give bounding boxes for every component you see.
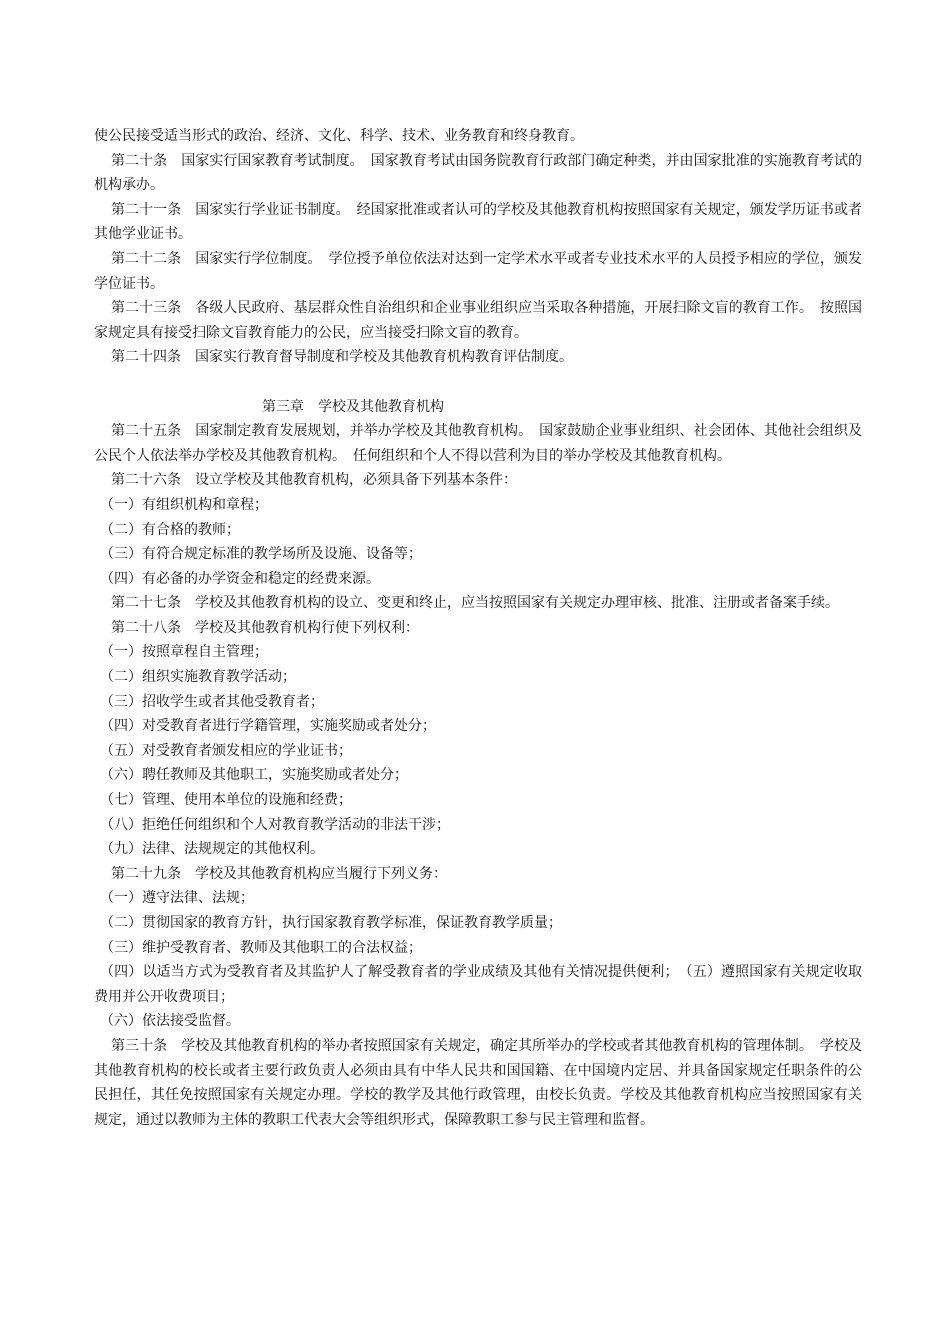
list-item: （四）对受教育者进行学籍管理，实施奖励或者处分； <box>100 718 436 735</box>
list-item: （二）有合格的教师； <box>100 521 240 538</box>
article-21: 第二十一条 国家实行学业证书制度。 经国家批准或者认可的学校及其他教育机构按照国家有关规定，颁发学历证书或者其他学业证书。 <box>94 201 862 243</box>
article-25: 第二十五条 国家制定教育发展规划，并举办学校及其他教育机构。 国家鼓励企业事业组织、社会团体、其他社会组织及公民个人依法举办学校及其他教育机构。 任何组织和个人不得以营利为目的举办学校及其他教育机构。 <box>94 423 862 464</box>
paragraph: 使公民接受适当形式的政治、经济、文化、科学、技术、业务教育和终身教育。 <box>94 128 584 144</box>
list-item: （九）法律、法规规定的其他权利。 <box>100 841 324 858</box>
list-item: （三）招收学生或者其他受教育者； <box>100 693 324 710</box>
paragraphs-before <box>94 124 862 370</box>
list-item: （八）拒绝任何组织和个人对教育教学活动的非法干涉； <box>100 816 450 833</box>
article-24: 第二十四条 国家实行教育督导制度和学校及其他教育机构教育评估制度。 <box>111 349 573 366</box>
article-29: 第二十九条 学校及其他教育机构应当履行下列义务： <box>111 865 447 882</box>
list-item: （一）有组织机构和章程； <box>100 496 268 513</box>
list-item: （三）维护受教育者、教师及其他职工的合法权益； <box>100 939 422 956</box>
article-30: 第三十条 学校及其他教育机构的举办者按照国家有关规定，确定其所举办的学校或者其他教育机构的管理体制。 学校及其他教育机构的校长或者主要行政负责人必须由具有中华人民共和国国籍、在中国境内定居、并具备国家规定任职条件的公民担任，其任免按照国家有关规定办理。学校的教学及其他行政管理，由校长负责。学校及其他教育机构应当按照国家有关规定，通过以教师为主体的教职工代表大会等组织形式，保障教职工参与民主管理和监督。 <box>94 1037 862 1128</box>
list-item: （二）贯彻国家的教育方针，执行国家教育教学标准，保证教育教学质量； <box>100 915 562 931</box>
list-item: （四）以适当方式为受教育者及其监护人了解受教育者的学业成绩及其他有关情况提供便利； （五）遵照国家有关规定收取费用并公开收费项目； <box>94 964 862 1005</box>
article-23: 第二十三条 各级人民政府、基层群众性自治组织和企业事业组织应当采取各种措施，开展扫除文盲的教育工作。 按照国家规定具有接受扫除文盲教育能力的公民，应当接受扫除文盲的教育。 <box>94 300 862 341</box>
list-item: （五）对受教育者颁发相应的学业证书； <box>100 742 352 759</box>
list-item: （三）有符合规定标准的教学场所及设施、设备等； <box>100 546 422 563</box>
article-27: 第二十七条 学校及其他教育机构的设立、变更和终止，应当按照国家有关规定办理审核、批准、注册或者备案手续。 <box>111 595 839 612</box>
blank-line <box>94 370 862 395</box>
list-item: （六）依法接受监督。 <box>100 1013 240 1030</box>
document-page <box>94 124 862 1132</box>
list-item: （六）聘任教师及其他职工，实施奖励或者处分； <box>100 767 408 784</box>
article-22: 第二十二条 国家实行学位制度。 学位授予单位依法对达到一定学术水平或者专业技术水平的人员授予相应的学位，颁发学位证书。 <box>94 250 862 292</box>
article-26: 第二十六条 设立学校及其他教育机构，必须具备下列基本条件： <box>111 472 517 489</box>
article-20: 第二十条 国家实行国家教育考试制度。 国家教育考试由国务院教育行政部门确定种类，并由国家批准的实施教育考试的机构承办。 <box>94 152 862 194</box>
chapter-heading: 第三章 学校及其他教育机构 <box>262 398 444 415</box>
list-item: （七）管理、使用本单位的设施和经费； <box>100 792 352 809</box>
list-item: （一）遵守法律、法规； <box>100 890 254 907</box>
list-item: （二）组织实施教育教学活动； <box>100 669 296 686</box>
article-28: 第二十八条 学校及其他教育机构行使下列权利： <box>111 619 419 636</box>
list-item: （四）有必备的办学资金和稳定的经费来源。 <box>100 570 380 587</box>
list-item: （一）按照章程自主管理； <box>100 644 268 661</box>
paragraphs-after <box>94 419 862 1132</box>
